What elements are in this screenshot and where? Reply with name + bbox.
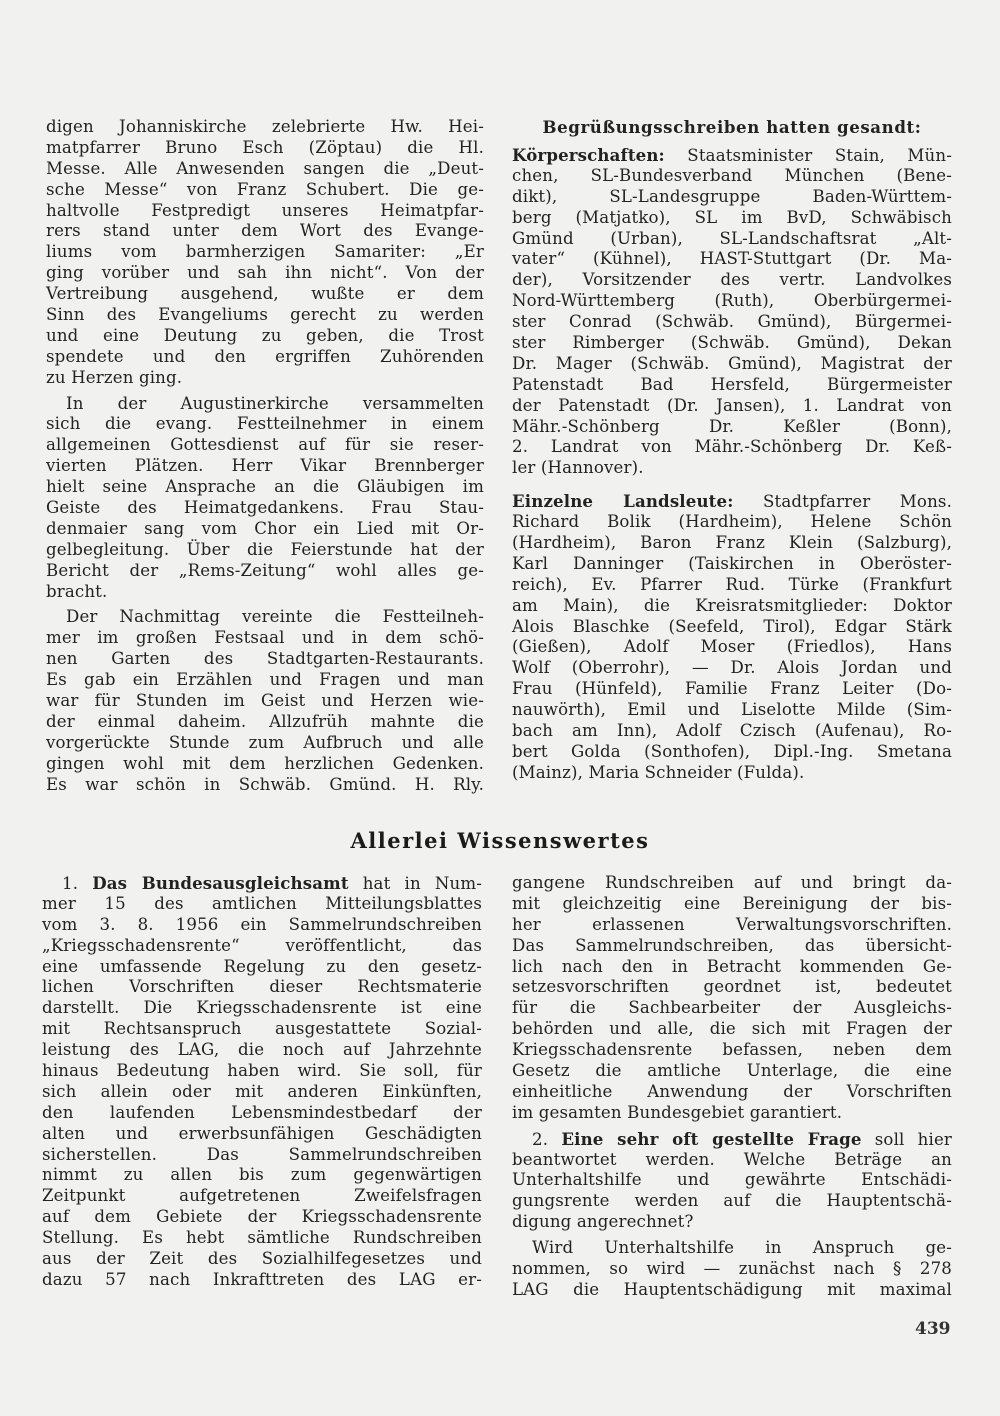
text-line: dazu 57 nach Inkrafttreten des LAG er-: [42, 1269, 482, 1289]
text-line: war für Stunden im Geist und Herzen wie-: [46, 691, 484, 711]
text-line: Richard Bolik (Hardheim), Helene Schön: [512, 512, 952, 532]
text-line: am Main), die Kreisratsmitglieder: Doktor: [512, 595, 952, 615]
text-line: Wird Unterhaltshilfe in Anspruch ge-: [532, 1238, 952, 1258]
text-line: der Patenstadt (Dr. Jansen), 1. Landrat von: [512, 395, 952, 415]
text-line: Der Nachmittag vereinte die Festteilneh-: [66, 607, 484, 627]
text-line: der einmal daheim. Allzufrüh mahnte die: [46, 711, 484, 731]
text-line: dikt), SL-Landesgruppe Baden-Württem-: [512, 186, 952, 206]
item-bold-lead: Eine sehr oft gestellte Frage: [561, 1128, 862, 1149]
text-line: LAG die Hauptentschädigung mit maximal: [512, 1279, 952, 1299]
text-line-signature: Es war schön in Schwäb. Gmünd. H. Rly.: [46, 774, 484, 794]
item-number: 1.: [62, 874, 79, 893]
text-line: Bericht der „Rems-Zeitung“ wohl alles ge-: [46, 560, 484, 580]
paragraph-koerperschaften: [512, 145, 952, 479]
text-line: eine umfassende Regelung zu den gesetz-: [42, 956, 482, 976]
text-line: mer 15 des amtlichen Mitteilungsblattes: [42, 893, 482, 913]
text-line: mer im großen Festsaal und in dem schö-: [46, 628, 484, 648]
text-line: Stellung. Es hebt sämtliche Rundschreiben: [42, 1228, 482, 1248]
page-number: 439: [915, 1319, 951, 1339]
koerperschaften-label: Körperschaften:: [512, 145, 665, 165]
text-line: lichen Vorschriften dieser Rechtsmaterie: [42, 977, 482, 997]
text-line: nommen, so wird — zunächst nach § 278: [512, 1259, 952, 1279]
text-line: und eine Deutung zu geben, die Trost: [46, 325, 484, 345]
text-line: auf dem Gebiete der Kriegsschadensrente: [42, 1207, 482, 1227]
text-line: berg (Matjatko), SL im BvD, Schwäbisch: [512, 207, 952, 227]
text-line: Vertreibung ausgehend, wußte er dem: [46, 284, 484, 304]
text-line: bach am Inn), Adolf Czisch (Aufenau), Ro-: [512, 721, 952, 741]
text-line: behörden und alle, die sich mit Fragen der: [512, 1019, 952, 1039]
item-bold-lead: Das Bundesausgleichsamt: [92, 873, 349, 893]
text-line: der), Vorsitzender des vertr. Landvolkes: [512, 270, 952, 290]
text-line: alten und erwerbsunfähigen Geschädigten: [42, 1123, 482, 1143]
text-line: Patenstadt Bad Hersfeld, Bürgermeister: [512, 374, 952, 394]
paragraph-johanniskirche: [46, 117, 484, 389]
text-line: ging vorüber und sah ihn nicht“. Von der: [46, 263, 484, 283]
text-line: haltvolle Festpredigt unseres Heimatpfar-: [46, 200, 484, 220]
paragraph-sammelrundschreiben: [512, 873, 952, 1124]
text-line: liums vom barmherzigen Samariter: „Er: [46, 242, 484, 262]
landsleute-label: Einzelne Landsleute:: [512, 491, 734, 512]
text-line: Gesetz die amtliche Unterlage, die eine: [512, 1061, 952, 1081]
item-number: 2.: [532, 1129, 549, 1149]
text-fragment: soll hier: [861, 1129, 952, 1149]
text-line: Alois Blaschke (Seefeld, Tirol), Edgar Stärk: [512, 616, 952, 636]
text-line: bert Golda (Sonthofen), Dipl.-Ing. Smetana: [512, 741, 952, 761]
text-line: vierten Plätzen. Herr Vikar Brennberger: [46, 456, 484, 476]
text-line: ler (Hannover).: [512, 458, 644, 478]
text-line: denmaier sang vom Chor ein Lied mit Or-: [46, 518, 484, 538]
text-line: vom 3. 8. 1956 ein Sammelrundschreiben: [42, 914, 482, 934]
text-line: vorgerückte Stunde zum Aufbruch und alle: [46, 732, 484, 752]
text-line: In der Augustinerkirche versammelten: [66, 393, 484, 413]
text-line: mit gleichzeitig eine Bereinigung der bis-: [512, 893, 952, 913]
column-top-left: [46, 117, 484, 796]
item-2-frage: [512, 1129, 952, 1233]
text-line: gangene Rundschreiben auf und bringt da-: [512, 873, 952, 892]
text-line: chen, SL-Bundesverband München (Bene-: [512, 165, 952, 185]
text-line: sich die evang. Festteilnehmer in einem: [46, 414, 484, 434]
text-line: Sinn des Evangeliums gerecht zu werden: [46, 305, 484, 325]
column-bottom-left: [42, 873, 482, 1291]
text-line: gungsrente werden auf die Hauptentschä-: [512, 1191, 952, 1211]
text-line: nauwörth), Emil und Liselotte Milde (Sim-: [512, 700, 952, 720]
text-line: beantwortet werden. Welche Beträge an: [512, 1149, 952, 1169]
text-line: Messe. Alle Anwesenden sangen die „Deut-: [46, 158, 484, 178]
text-line: sche Messe“ von Franz Schubert. Die ge-: [46, 179, 484, 199]
text-line: leistung des LAG, die noch auf Jahrzehnte: [42, 1040, 482, 1060]
text-line: im gesamten Bundesgebiet garantiert.: [512, 1102, 843, 1122]
text-line: Wolf (Oberrohr), — Dr. Alois Jordan und: [512, 658, 952, 678]
text-line: sicherstellen. Das Sammelrundschreiben: [42, 1144, 482, 1164]
paragraph-augustinerkirche: [46, 394, 484, 603]
section-title: Allerlei Wissenswertes: [350, 828, 650, 853]
paragraph-unterhaltshilfe: [512, 1238, 952, 1301]
text-line: aus der Zeit des Sozialhilfegesetzes und: [42, 1249, 482, 1269]
text-line: vater“ (Kühnel), HAST-Stuttgart (Dr. Ma-: [512, 249, 952, 269]
text-fragment: hat in Num-: [348, 874, 483, 893]
text-line: Nord-Württemberg (Ruth), Oberbürgermei-: [512, 291, 952, 311]
text-line: lich nach den in Betracht kommenden Ge-: [512, 956, 952, 976]
text-line: Kriegsschadensrente befassen, neben dem: [512, 1040, 952, 1060]
text-line: hielt seine Ansprache an die Gläubigen im: [46, 477, 484, 497]
text-line: nimmt zu allen bis zum gegenwärtigen: [42, 1165, 482, 1185]
text-line: (Mainz), Maria Schneider (Fulda).: [512, 762, 805, 782]
text-fragment: Stadtpfarrer Mons.: [733, 492, 952, 512]
text-line: (Gießen), Adolf Moser (Friedlos), Hans: [512, 637, 952, 657]
column-top-right: [512, 117, 952, 784]
text-line: Es gab ein Erzählen und Fragen und man: [46, 670, 484, 690]
text-line: bracht.: [46, 581, 108, 601]
text-line: her erlassenen Verwaltungsvorschriften.: [512, 914, 952, 934]
text-line: den laufenden Lebensmindestbedarf der: [42, 1102, 482, 1122]
text-line: Zeitpunkt aufgetretenen Zweifelsfragen: [42, 1186, 482, 1206]
text-line: setzesvorschriften geordnet ist, bedeutet: [512, 977, 952, 997]
text-line: einheitliche Anwendung der Vorschriften: [512, 1081, 952, 1101]
text-line: nen Garten des Stadtgarten-Restaurants.: [46, 649, 484, 669]
text-line: Gmünd (Urban), SL-Landschaftsrat „Alt-: [512, 228, 952, 248]
text-line: sich allein oder mit anderen Einkünften,: [42, 1081, 482, 1101]
text-line: Dr. Mager (Schwäb. Gmünd), Magistrat der: [512, 353, 952, 373]
text-line: digen Johanniskirche zelebrierte Hw. Hei-: [46, 117, 484, 136]
text-line: Das Sammelrundschreiben, das übersicht-: [512, 935, 952, 955]
text-line: Mähr.-Schönberg Dr. Keßler (Bonn),: [512, 416, 952, 436]
text-line: (Hardheim), Baron Franz Klein (Salzburg),: [512, 533, 952, 553]
paragraph-nachmittag: [46, 607, 484, 795]
text-line: gingen wohl mit dem herzlichen Gedenken.: [46, 753, 484, 773]
text-line: digung angerechnet?: [512, 1212, 694, 1232]
text-line: ster Conrad (Schwäb. Gmünd), Bürgermei-: [512, 312, 952, 332]
text-line: spendete und den ergriffen Zuhörenden: [46, 346, 484, 366]
text-line: Frau (Hünfeld), Familie Franz Leiter (Do-: [512, 679, 952, 699]
text-line: hinaus Bedeutung haben wird. Sie soll, für: [42, 1061, 482, 1081]
item-1-bundesausgleichsamt: [42, 873, 482, 1291]
text-line: zu Herzen ging.: [46, 367, 183, 387]
text-line: darstellt. Die Kriegsschadensrente ist eine: [42, 998, 482, 1018]
text-line: matpfarrer Bruno Esch (Zöptau) die Hl.: [46, 137, 484, 157]
text-line: „Kriegsschadensrente“ veröffentlicht, das: [42, 935, 482, 955]
text-line: allgemeinen Gottesdienst auf für sie reser-: [46, 435, 484, 455]
text-line: 2. Landrat von Mähr.-Schönberg Dr. Keß-: [512, 437, 952, 457]
text-line: für die Sachbearbeiter der Ausgleichs-: [512, 998, 952, 1018]
text-line: ster Rimberger (Schwäb. Gmünd), Dekan: [512, 333, 952, 353]
text-line: reich), Ev. Pfarrer Rud. Türke (Frankfurt: [512, 574, 952, 594]
text-line: gelbegleitung. Über die Feierstunde hat der: [46, 539, 484, 559]
greetings-heading: Begrüßungsschreiben hatten gesandt:: [542, 117, 922, 137]
text-line: Unterhaltshilfe und gewährte Entschädi-: [512, 1170, 952, 1190]
column-bottom-right: [512, 873, 952, 1301]
text-line: rers stand unter dem Wort des Evange-: [46, 221, 484, 241]
text-line: Karl Danninger (Taiskirchen in Oberöster-: [512, 553, 952, 573]
paragraph-landsleute: [512, 491, 952, 783]
text-line: Geiste des Heimatgedankens. Frau Stau-: [46, 498, 484, 518]
text-line: mit Rechtsanspruch ausgestattete Sozial-: [42, 1019, 482, 1039]
text-fragment: Staatsminister Stain, Mün-: [664, 146, 952, 165]
